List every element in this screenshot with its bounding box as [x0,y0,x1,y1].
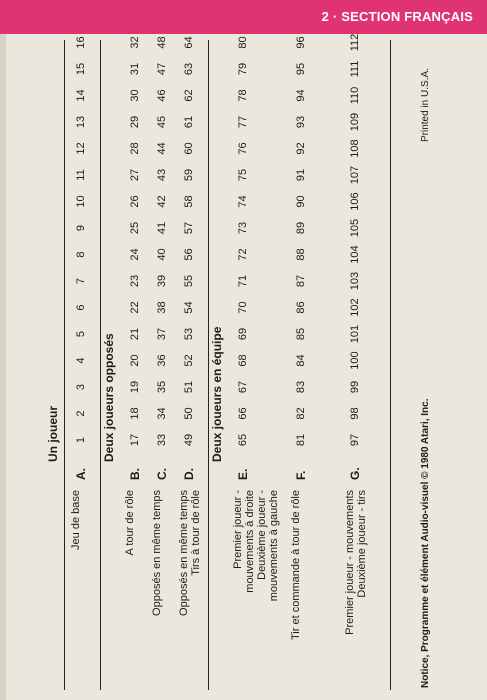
variation-number: 74 [237,195,249,208]
variation-number: 24 [129,248,141,261]
variation-number: 85 [295,327,307,341]
variation-number: 96 [295,36,307,49]
variation-number: 106 [349,192,361,211]
row-letter: E. [236,468,250,480]
variation-number: 103 [349,271,361,291]
variation-number: 102 [349,298,361,317]
variation-number: 33 [156,433,168,447]
column-number: 7 [75,277,87,285]
variation-number: 79 [237,62,249,76]
table-rule [390,40,391,690]
variation-number: 62 [183,89,195,102]
variation-number: 59 [183,168,195,182]
row-letter: C. [155,468,169,480]
variation-number: 45 [156,115,168,129]
variation-number: 34 [156,407,168,420]
variation-number: 49 [183,433,195,447]
table-rule [100,40,101,690]
variation-number: 46 [156,89,168,102]
table-rule [208,40,209,690]
column-number: 9 [75,224,87,232]
variation-number: 19 [129,380,141,394]
variation-number: 72 [237,248,249,261]
group-header-solo: Un joueur [46,406,60,462]
variation-number: 98 [349,407,361,420]
variation-number: 108 [349,139,361,158]
variation-number: 90 [295,195,307,208]
copyright-notice: Notice, Programme et élément Audio-visuel © 1980 Atari, Inc. [420,398,431,688]
variation-number: 32 [129,36,141,49]
variation-number: 20 [129,354,141,367]
variation-number: 30 [129,89,141,102]
variation-number: 110 [349,86,361,105]
variation-number: 55 [183,274,195,288]
variation-number: 39 [156,274,168,288]
variation-number: 76 [237,142,249,155]
variation-number: 99 [349,380,361,394]
column-number: 10 [75,195,87,208]
table-rule [64,40,65,690]
column-number: 12 [75,142,87,155]
variation-number: 80 [237,36,249,49]
variation-number: 29 [129,115,141,129]
variation-number: 50 [183,407,195,420]
row-letter: B. [128,468,142,480]
row-label: Premier joueur - mouvements à droite Deuxième joueur - mouvements à gauche [232,490,280,602]
column-number: 15 [75,62,87,76]
row-letter: A. [74,468,88,480]
row-label: Opposés en même temps Tirs à tour de rôle [178,490,202,616]
variation-number: 97 [349,433,361,447]
group-header-opposed: Deux joueurs opposés [102,333,116,462]
variation-number: 53 [183,327,195,341]
variation-number: 60 [183,142,195,155]
variation-number: 64 [183,36,195,49]
variation-number: 26 [129,195,141,208]
row-label: Jeu de base [70,490,82,550]
variation-number: 75 [237,168,249,182]
variation-number: 58 [183,195,195,208]
variation-number: 91 [295,168,307,182]
variation-number: 38 [156,301,168,314]
variation-number: 104 [349,245,361,264]
variation-number: 48 [156,36,168,49]
section-title: 2 · SECTION FRANÇAIS [321,9,473,24]
row-letter: G. [348,467,362,480]
variation-number: 94 [295,89,307,102]
printed-in: Printed in U.S.A. [420,68,431,142]
variation-number: 84 [295,354,307,367]
column-number: 1 [75,436,87,444]
variation-number: 83 [295,380,307,394]
row-letter: D. [182,468,196,480]
column-number: 2 [75,410,87,417]
variation-number: 88 [295,248,307,261]
row-label: Opposés en même temps [151,490,163,616]
variation-number: 71 [237,274,249,288]
variation-number: 86 [295,301,307,314]
game-variations-table [44,33,438,690]
column-number: 8 [75,251,87,258]
variation-number: 18 [129,407,141,420]
variation-number: 82 [295,407,307,420]
section-header [0,0,487,34]
variation-number: 67 [237,380,249,394]
variation-number: 21 [129,327,141,341]
variation-number: 43 [156,168,168,182]
column-number: 5 [75,330,87,338]
row-label: A tour de rôle [124,490,136,556]
variation-number: 66 [237,407,249,420]
column-number: 14 [75,89,87,102]
variation-number: 73 [237,221,249,235]
column-number: 16 [75,36,87,49]
column-number: 3 [75,383,87,391]
variation-number: 52 [183,354,195,367]
variation-number: 47 [156,62,168,76]
variation-number: 22 [129,301,141,314]
variation-number: 51 [183,380,195,394]
variation-number: 100 [349,351,361,370]
variation-number: 112 [349,33,361,52]
variation-number: 31 [129,62,141,76]
variation-number: 109 [349,112,361,132]
variation-number: 35 [156,380,168,394]
variation-number: 42 [156,195,168,208]
variation-number: 44 [156,142,168,155]
variation-number: 107 [349,165,361,185]
variation-number: 40 [156,248,168,261]
group-header-team: Deux joueurs en équipe [210,326,224,462]
variation-number: 25 [129,221,141,235]
column-number: 11 [75,169,87,181]
variation-number: 87 [295,274,307,288]
variation-number: 92 [295,142,307,155]
column-number: 6 [75,304,87,311]
variation-number: 37 [156,327,168,341]
variation-number: 69 [237,327,249,341]
variation-number: 27 [129,168,141,182]
variation-number: 17 [129,433,141,447]
row-label: Tir et commande à tour de rôle [290,490,302,640]
variation-number: 101 [349,324,361,344]
variation-number: 41 [156,221,168,235]
variation-number: 111 [349,60,361,78]
column-number: 4 [75,357,87,364]
page-spine [0,34,6,700]
variation-number: 95 [295,62,307,76]
variation-number: 93 [295,115,307,129]
variation-number: 70 [237,301,249,314]
variation-number: 28 [129,142,141,155]
variation-number: 23 [129,274,141,288]
variation-number: 65 [237,433,249,447]
variation-number: 81 [295,433,307,447]
variation-number: 77 [237,115,249,129]
column-number: 13 [75,115,87,129]
variation-number: 105 [349,218,361,238]
variation-number: 56 [183,248,195,261]
variation-number: 54 [183,301,195,314]
variation-number: 36 [156,354,168,367]
variation-number: 89 [295,221,307,235]
row-letter: F. [294,470,308,480]
row-label: Premier joueur - mouvements Deuxième joueur - tirs [344,490,368,635]
variation-number: 68 [237,354,249,367]
variation-number: 78 [237,89,249,102]
variation-number: 63 [183,62,195,76]
variation-number: 57 [183,221,195,235]
variation-number: 61 [183,115,195,129]
